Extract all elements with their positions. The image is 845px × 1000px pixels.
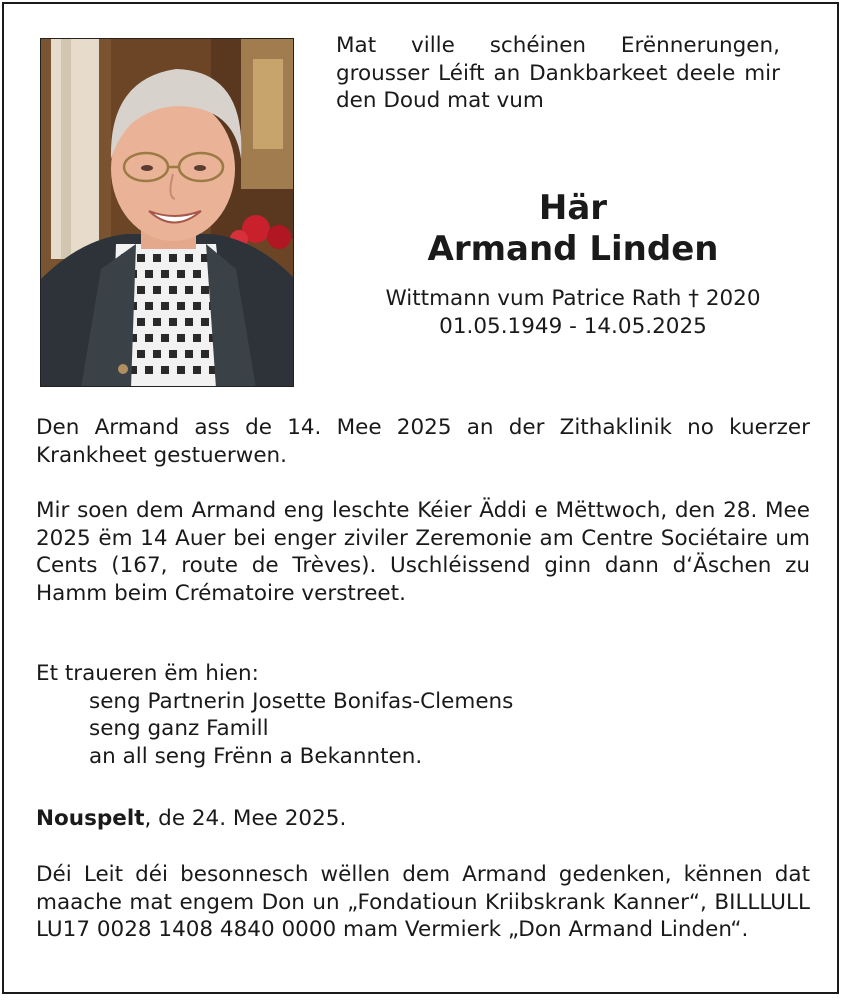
donation-paragraph: Déi Leit déi besonnesch wëllen dem Armand gedenken, kënnen dat maache mat engem Don un „Fondatioun Kriibskrank Kanner“, BILLLULL LU17 0028 1408 4840 0000 mam Vermierk „Don Armand Linden“. (36, 862, 810, 942)
honorific: Här (538, 188, 608, 228)
mourner-item: seng ganz Famill (89, 716, 269, 741)
mourner-item: seng Partnerin Josette Bonifas-Clemens (89, 688, 514, 714)
mourners-intro: Et traueren ëm hien: (36, 661, 259, 686)
date-text: , de 24. Mee 2025. (144, 806, 347, 831)
ceremony-paragraph: Mir soen dem Armand eng leschte Kéier Äddi e Mëttwoch, den 28. Mee 2025 ëm 14 Auer bei enger ziviler Zeremonie am Centre Sociétaire um Cents (167, route de Trèves). Uschléissend ginn dann d‘Äschen zu Hamm beim Crématoire verstreet. (36, 498, 810, 606)
life-dates: 01.05.1949 - 14.05.2025 (439, 313, 707, 339)
subtitle (336, 285, 810, 340)
intro-text: Mat ville schéinen Erënnerungen, grousser Léift an Dankbarkeet deele mir den Doud mat vum (336, 33, 780, 113)
deceased-title (336, 188, 810, 270)
death-paragraph: Den Armand ass de 14. Mee 2025 an der Zithaklinik no kuerzer Krankheet gestuerwen. (36, 415, 810, 468)
widower-line: Wittmann vum Patrice Rath † 2020 (385, 286, 761, 311)
portrait-photo (40, 38, 294, 387)
mourners-block (36, 660, 810, 770)
deceased-name: Armand Linden (427, 229, 719, 269)
mourner-item: an all seng Frënn a Bekannten. (89, 743, 423, 769)
place-name: Nouspelt (36, 806, 145, 831)
place-date (36, 805, 810, 833)
